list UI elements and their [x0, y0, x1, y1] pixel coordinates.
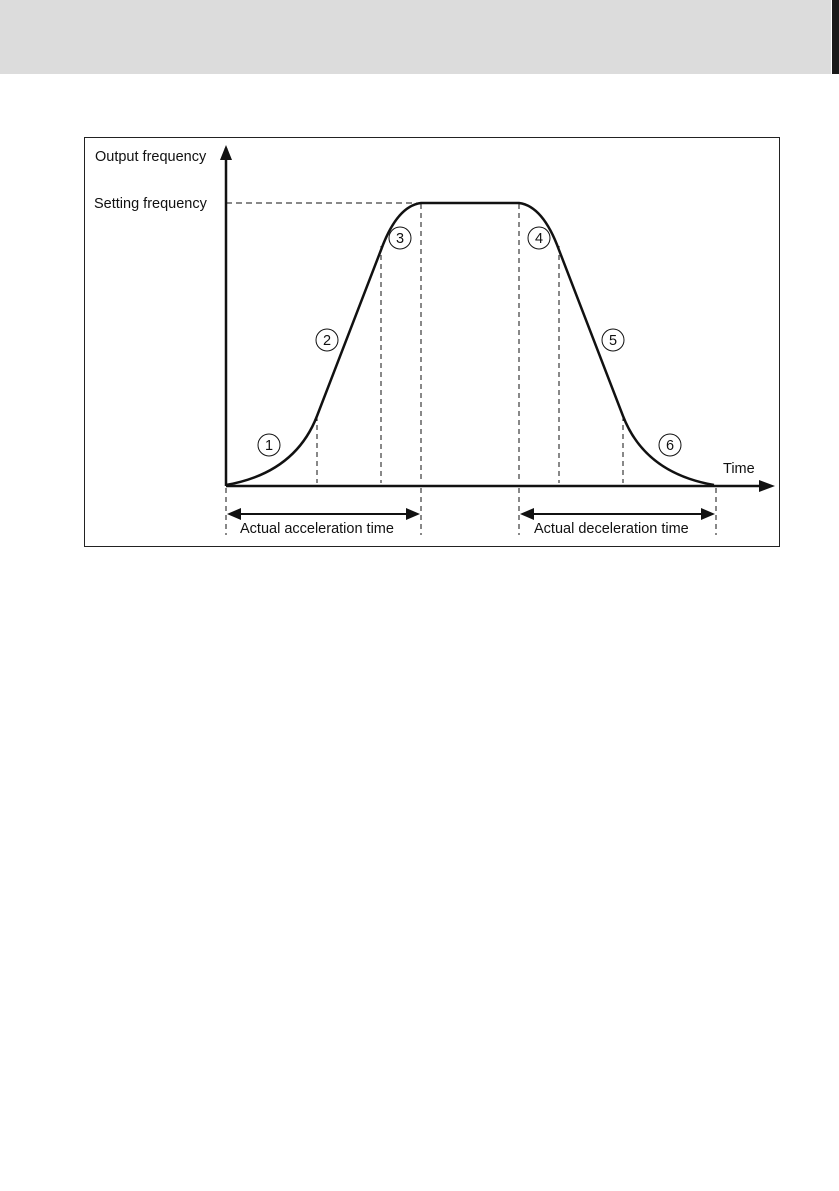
segment-number: 4	[534, 231, 544, 247]
arrow-right-icon	[406, 508, 420, 520]
segment-marker-4	[528, 227, 550, 249]
segment-number: 1	[264, 438, 274, 454]
x-axis-arrow-icon	[759, 480, 775, 492]
segment-marker-1	[258, 434, 280, 456]
arrow-left-icon	[520, 508, 534, 520]
deceleration-time-label: Actual deceleration time	[534, 521, 689, 537]
segment-number: 3	[395, 231, 405, 247]
header-bar	[0, 0, 831, 74]
figure-frame	[84, 137, 780, 547]
segment-number: 6	[665, 438, 675, 454]
segment-number: 5	[608, 333, 618, 349]
segment-number: 2	[322, 333, 332, 349]
setting-frequency-label: Setting frequency	[94, 196, 207, 212]
frequency-curve-diagram	[85, 138, 779, 546]
x-axis-label: Time	[723, 461, 755, 477]
scrollbar-thumb[interactable]	[832, 0, 839, 74]
segment-marker-6	[659, 434, 681, 456]
segment-marker-3	[389, 227, 411, 249]
y-axis-arrow-icon	[220, 145, 232, 160]
segment-marker-5	[602, 329, 624, 351]
y-axis-label: Output frequency	[95, 149, 207, 165]
acceleration-time-label: Actual acceleration time	[240, 521, 394, 537]
arrow-left-icon	[227, 508, 241, 520]
frequency-curve	[226, 203, 714, 485]
arrow-right-icon	[701, 508, 715, 520]
scrollbar-track[interactable]	[831, 0, 839, 1191]
segment-marker-2	[316, 329, 338, 351]
